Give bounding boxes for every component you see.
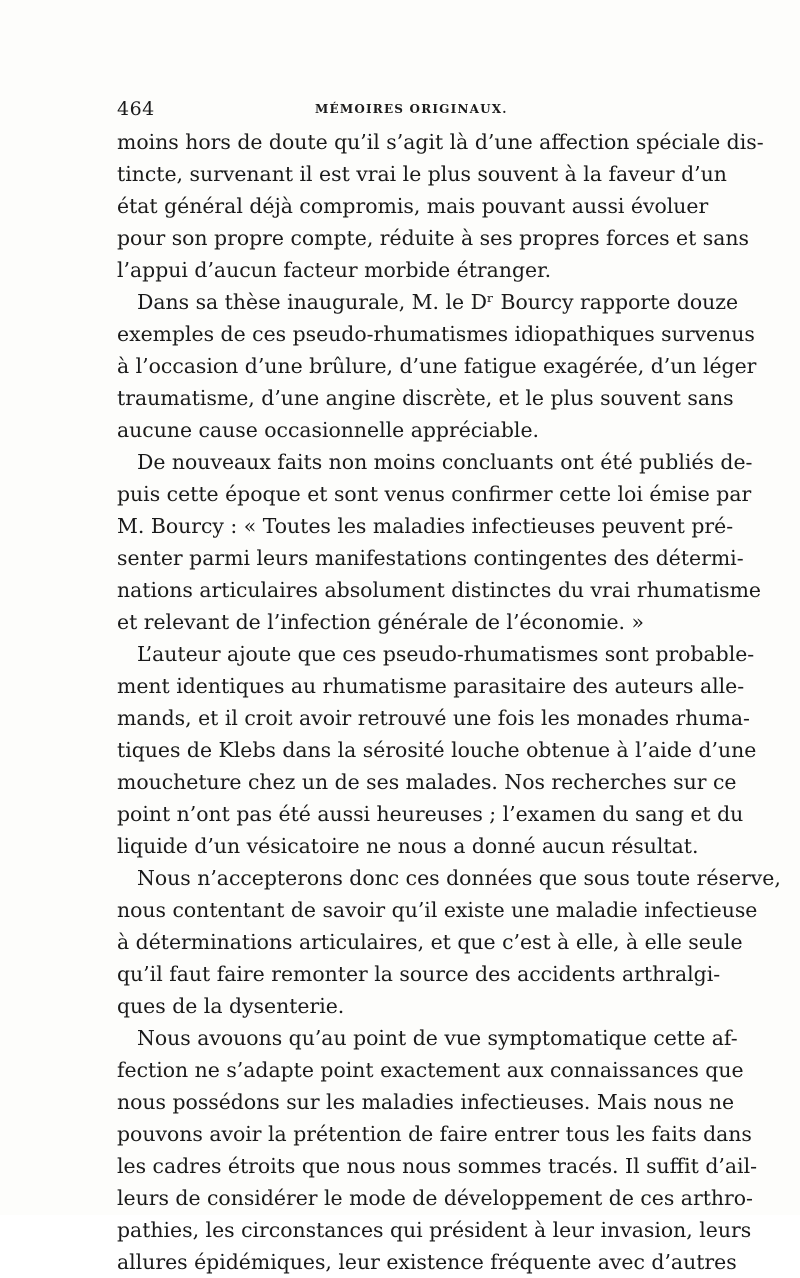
text-line: à déterminations articulaires, et que c’est à elle, à elle seule (117, 930, 743, 954)
text-line: De nouveaux faits non moins concluants ont été publiés de- (137, 450, 753, 474)
text-line: point n’ont pas été aussi heureuses ; l’examen du sang et du (117, 802, 744, 826)
text-line: liquide d’un vésicatoire ne nous a donné aucun résultat. (117, 834, 699, 858)
paragraph (117, 126, 764, 286)
paragraph (117, 286, 757, 446)
text-line: à l’occasion d’une brûlure, d’une fatigue exagérée, d’un léger (117, 354, 757, 378)
text-line: allures épidémiques, leur existence fréquente avec d’autres (117, 1250, 737, 1274)
text-line: M. Bourcy : « Toutes les maladies infectieuses peuvent pré- (117, 514, 734, 538)
text-line: puis cette époque et sont venus confirmer cette loi émise par (117, 482, 752, 506)
text-line: Nous n’accepterons donc ces données que sous toute réserve, (137, 866, 781, 890)
text-line: nous possédons sur les maladies infectieuses. Mais nous ne (117, 1090, 735, 1114)
text-line: traumatisme, d’une angine discrète, et le plus souvent sans (117, 386, 734, 410)
text-line: et relevant de l’infection générale de l’économie. » (117, 610, 644, 634)
text-line: les cadres étroits que nous nous sommes tracés. Il suffit d’ail- (117, 1154, 757, 1178)
text-line: pour son propre compte, réduite à ses propres forces et sans (117, 226, 750, 250)
text-line: aucune cause occasionnelle appréciable. (117, 418, 540, 442)
text-line: l’appui d’aucun facteur morbide étranger. (117, 258, 552, 282)
paragraph (117, 446, 761, 638)
text-line: exemples de ces pseudo-rhumatismes idiopathiques survenus (117, 322, 755, 346)
text-line: tincte, survenant il est vrai le plus souvent à la faveur d’un (117, 162, 727, 186)
text-line: pouvons avoir la prétention de faire entrer tous les faits dans (117, 1122, 752, 1146)
running-title: MÉMOIRES ORIGINAUX. (315, 102, 508, 116)
text-line: senter parmi leurs manifestations contingentes des détermi- (117, 546, 744, 570)
page-number: 464 (117, 98, 155, 120)
page-header (117, 98, 684, 122)
text-line: nous contentant de savoir qu’il existe une maladie infectieuse (117, 898, 758, 922)
paragraph (117, 862, 781, 1022)
text-line: tiques de Klebs dans la sérosité louche obtenue à l’aide d’une (117, 738, 757, 762)
text-line: moucheture chez un de ses malades. Nos recherches sur ce (117, 770, 737, 794)
text-line: L’auteur ajoute que ces pseudo-rhumatismes sont probable- (137, 642, 755, 666)
paragraph (117, 1022, 757, 1278)
text-line: Nous avouons qu’au point de vue symptomatique cette af- (137, 1026, 738, 1050)
body-text (117, 126, 781, 1278)
text-line: qu’il faut faire remonter la source des accidents arthralgi- (117, 962, 721, 986)
text-line: fection ne s’adapte point exactement aux connaissances que (117, 1058, 744, 1082)
text-line: ment identiques au rhumatisme parasitaire des auteurs alle- (117, 674, 745, 698)
text-line: Dans sa thèse inaugurale, M. le Dʳ Bourcy rapporte douze (137, 290, 739, 314)
text-line: pathies, les circonstances qui président à leur invasion, leurs (117, 1218, 752, 1242)
text-line: état général déjà compromis, mais pouvant aussi évoluer (117, 194, 709, 218)
text-line: nations articulaires absolument distinctes du vrai rhumatisme (117, 578, 761, 602)
text-line: moins hors de doute qu’il s’agit là d’une affection spéciale dis- (117, 130, 764, 154)
text-line: leurs de considérer le mode de développement de ces arthro- (117, 1186, 753, 1210)
text-line: ques de la dysenterie. (117, 994, 345, 1018)
paragraph (117, 638, 757, 862)
text-line: mands, et il croit avoir retrouvé une fois les monades rhuma- (117, 706, 750, 730)
